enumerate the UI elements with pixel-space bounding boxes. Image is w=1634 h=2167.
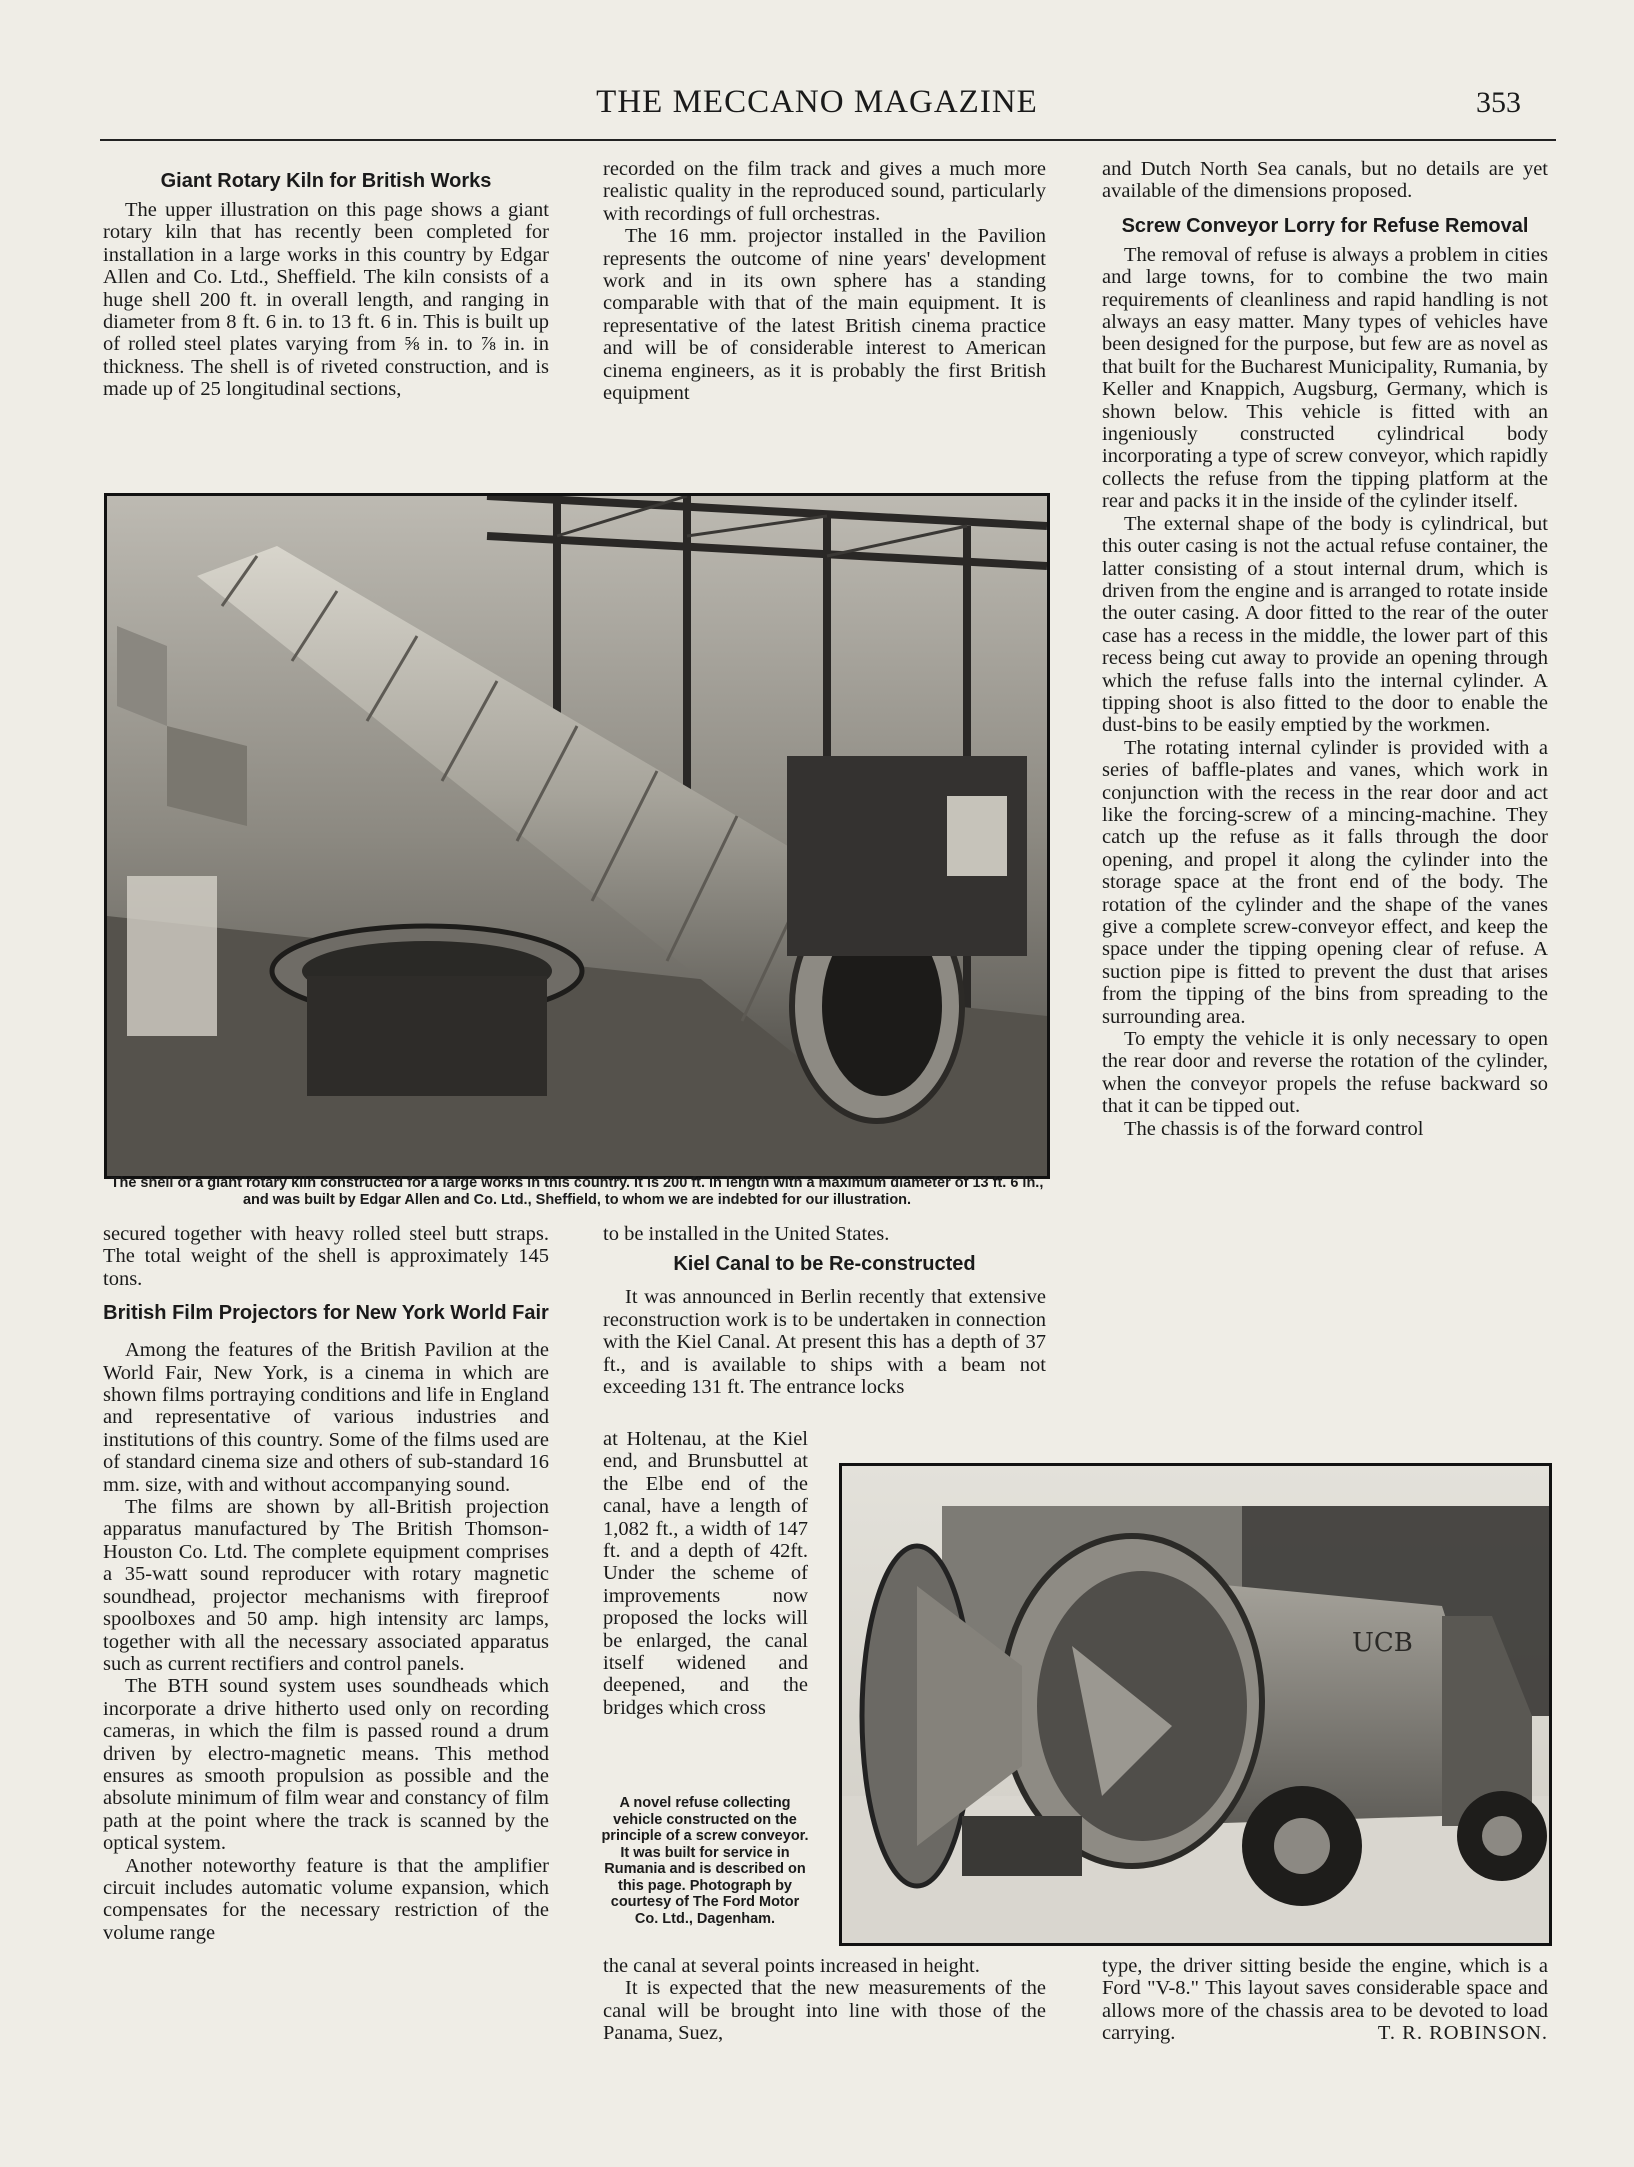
lorry-body-lettering: UCB <box>1352 1628 1413 1658</box>
paragraph: Among the features of the British Pavilion at the World Fair, New York, is a cinema in which are shown films portraying conditions and life in England and representative of various industries and institutions of this country. Some of the films used are of standard cinema size and others of sub-standard 16 mm. size, with and without accompanying sound. <box>103 1339 549 1496</box>
refuse-lorry-photo <box>839 1463 1552 1946</box>
paragraph: The external shape of the body is cylindrical, but this outer casing is not the actual refuse container, the latter consisting of a stout internal drum, which is driven from the engine and is arranged to rotate inside the outer casing. A door fitted to the rear of the outer case has a recess in the middle, the lower part of this recess being cut away to provide an opening through which the refuse falls into the internal cylinder. A tipping shoot is also fitted to the door to enable the dust-bins to be easily emptied by the workmen. <box>1102 512 1548 737</box>
article-kiel-canal-narrow <box>603 1428 808 1719</box>
article-kiel-canal-end <box>603 1955 1046 2045</box>
paragraph: It is expected that the new measurements of the canal will be brought into line with those of the Panama, Suez, <box>603 1977 1046 2045</box>
paragraph: the canal at several points increased in height. <box>603 1955 980 1977</box>
lorry-photo-caption: A novel refuse collecting vehicle constructed on the principle of a screw conveyor. It was built for service in Rumania and is described on this page. Photograph by courtesy of The Ford Motor Co. Ltd., Dagenham. <box>601 1795 809 1927</box>
article-rotary-kiln <box>103 170 549 401</box>
article-film-projectors <box>103 1223 549 1944</box>
paragraph: The rotating internal cylinder is provided with a series of baffle-plates and vanes, which work in conjunction with the recess in the rear door and act like the forcing-screw of a mincing-machine. They catch up the refuse as it falls through the door opening, and propel it along the cylinder into the storage space at the front end of the body. The rotation of the cylinder and the shape of the vanes give a complete screw-conveyor effect, and keep the space under the tipping opening clear of refuse. A suction pipe is fitted to prevent the dust that arises from the tipping of the bins from spreading to the surrounding area. <box>1102 736 1548 1028</box>
paragraph: at Holtenau, at the Kiel end, and Brunsbuttel at the Elbe end of the canal, have a length of 1,082 ft., a width of 147 ft. and a depth of 42ft. Under the scheme of improvements now proposed the locks will be enlarged, the canal itself widened and deepened, and the bridges which cross <box>603 1428 808 1719</box>
paragraph: To empty the vehicle it is only necessary to open the rear door and reverse the rotation of the cylinder, when the conveyor propels the refuse backward so that it can be tipped out. <box>1102 1028 1548 1118</box>
article-film-projectors-continued <box>603 158 1046 404</box>
heading-kiel-canal: Kiel Canal to be Re-constructed <box>673 1253 976 1276</box>
heading-rotary-kiln: Giant Rotary Kiln for British Works <box>160 170 492 192</box>
closing-text: type, the driver sitting beside the engine, which is a Ford "V-8." This layout saves considerable space and allows more of the chassis area to be devoted to load carrying. <box>1102 1955 1548 2045</box>
article-screw-conveyor-lorry <box>1102 158 1548 1140</box>
magazine-title: THE MECCANO MAGAZINE <box>596 84 1038 120</box>
refuse-lorry-image <box>842 1466 1549 1943</box>
header-rule <box>100 139 1556 141</box>
paragraph: It was announced in Berlin recently that extensive reconstruction work is to be undertaken in connection with the Kiel Canal. At present this has a depth of 37 ft., and is available to ships with a beam not exceeding 131 ft. The entrance locks <box>603 1286 1046 1399</box>
paragraph: The chassis is of the forward control <box>1124 1117 1424 1140</box>
rotary-kiln-photo <box>104 493 1050 1179</box>
rotary-kiln-image <box>107 496 1047 1176</box>
heading-screw-conveyor: Screw Conveyor Lorry for Refuse Removal <box>1121 214 1529 237</box>
page-number: 353 <box>1476 86 1521 119</box>
paragraph: The 16 mm. projector installed in the Pavilion represents the outcome of nine years' development work and in its own sphere has a standing comparable with that of the main equipment. It is representative of the latest British cinema practice and will be of considerable interest to American cinema engineers, as it is probably the first British equipment <box>603 225 1046 405</box>
author-signature: T. R. ROBINSON. <box>1377 2022 1548 2045</box>
heading-film-projectors: British Film Projectors for New York World Fair <box>103 1302 549 1325</box>
paragraph: secured together with heavy rolled steel butt straps. The total weight of the shell is approximately 145 tons. <box>103 1223 549 1290</box>
paragraph: The films are shown by all-British projection apparatus manufactured by The British Thomson-Houston Co. Ltd. The complete equipment comprises a 35-watt sound reproducer with rotary magnetic soundhead, projector mechanisms with fireproof spoolboxes and 50 amp. high intensity arc lamps, together with all the necessary associated apparatus such as current rectifiers and control panels. <box>103 1496 549 1675</box>
kiln-photo-caption: The shell of a giant rotary kiln constructed for a large works in this country. It is 200 ft. in length with a maximum diameter of 13 ft. 6 in., and was built by Edgar Allen and Co. Ltd., Sheffield, to whom we are indebted for our illustration. <box>110 1175 1044 1208</box>
paragraph: recorded on the film track and gives a much more realistic quality in the reproduced sound, particularly with recordings of full orchestras. <box>603 158 1046 225</box>
article-kiel-canal <box>603 1223 1046 1398</box>
paragraph: The removal of refuse is always a problem in cities and large towns, for to combine the two main requirements of cleanliness and rapid handling is not always an easy matter. Many types of vehicles have been designed for the purpose, but few are as novel as that built for the Bucharest Municipality, Rumania, by Keller and Knappich, Augsburg, Germany, which is shown below. This vehicle is fitted with an ingeniously constructed cylindrical body incorporating a type of screw conveyor, which rapidly collects the refuse from the tipping platform at the rear and packs it in the inside of the cylinder itself. <box>1102 243 1548 513</box>
paragraph <box>1102 1955 1548 2045</box>
paragraph: The upper illustration on this page shows a giant rotary kiln that has recently been completed for installation in a large works in this country by Edgar Allen and Co. Ltd., Sheffield. The kiln consists of a huge shell 200 ft. in overall length, and ranging in diameter from 8 ft. 6 in. to 13 ft. 6 in. This is built up of rolled steel plates varying from ⅝ in. to ⅞ in. in thickness. The shell is of riveted construction, and is made up of 25 longitudinal sections, <box>103 199 549 401</box>
paragraph: Another noteworthy feature is that the amplifier circuit includes automatic volume expansion, which compensates for the necessary restriction of the volume range <box>103 1854 549 1944</box>
paragraph: to be installed in the United States. <box>603 1223 890 1245</box>
article-screw-conveyor-lorry-end <box>1102 1955 1548 2045</box>
paragraph: and Dutch North Sea canals, but no details are yet available of the dimensions proposed. <box>1102 158 1548 203</box>
paragraph: The BTH sound system uses soundheads which incorporate a drive hitherto used only on recording cameras, in which the film is passed round a drum driven by electro-magnetic means. This method ensures as smooth propulsion as possible and the absolute minimum of film wear and constancy of film path at the point where the track is scanned by the optical system. <box>103 1675 549 1855</box>
